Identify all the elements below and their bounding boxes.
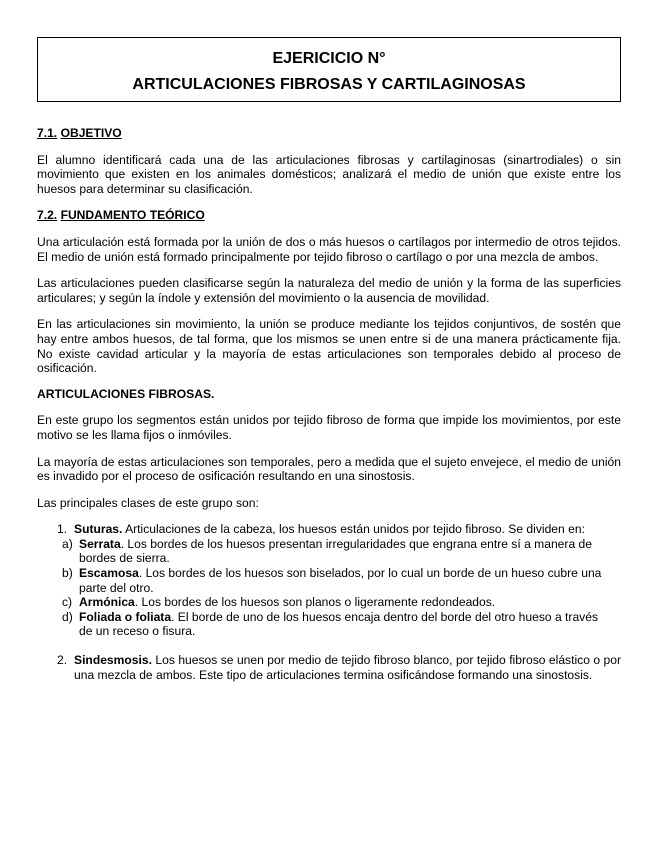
list-item-term: Sindesmosis.: [74, 653, 152, 668]
list-subitem-foliada: [37, 610, 621, 639]
title-box: [37, 37, 621, 102]
list-marker: 2.: [57, 653, 68, 668]
list-marker: b): [62, 566, 73, 581]
fundamento-paragraph: Las articulaciones pueden clasificarse según la naturaleza del medio de unión y la forma de las superficies articulares; y según la índole y extensión del movimiento o la ausencia de movilidad.: [37, 276, 621, 305]
fundamento-paragraph: En las articulaciones sin movimiento, la unión se produce mediante los tejidos conjuntivos, de sostén que hay entre ambos huesos, de tal forma, que los mismos se unen entre si de una manera prácticamente fija. No existe cavidad articular y la mayoría de estas articulaciones son temporales debido al proceso de osificación.: [37, 317, 621, 376]
section-label: FUNDAMENTO TEÓRICO: [60, 208, 205, 223]
section-heading-fundamento: [37, 208, 621, 223]
list-item-term: Serrata: [79, 536, 121, 551]
list-item-term: Suturas.: [74, 522, 123, 537]
list-subitem-armonica: [37, 595, 621, 610]
fibrosas-heading: ARTICULACIONES FIBROSAS.: [37, 386, 215, 401]
list-marker: c): [62, 595, 73, 610]
clases-list: [37, 522, 621, 682]
section-heading-objetivo: [37, 126, 621, 141]
fibrosas-paragraph: Las principales clases de este grupo son:: [37, 495, 259, 510]
list-item-text: . Los bordes de los huesos son biselados, por lo cual un borde de un hueso cubre una parte del otro.: [79, 566, 602, 595]
section-number: 7.2.: [37, 208, 58, 223]
fibrosas-paragraph: En este grupo los segmentos están unidos por tejido fibroso de forma que impide los movimientos, por este motivo se les llama fijos o inmóviles.: [37, 413, 621, 442]
list-subitem-escamosa: [37, 566, 621, 595]
document-page: [37, 37, 621, 682]
list-item-term: Armónica: [79, 595, 135, 610]
list-item-text: . Los bordes de los huesos son planos o ligeramente redondeados.: [134, 595, 496, 610]
exercise-title: EJERICICIO N°: [272, 50, 386, 67]
section-label: OBJETIVO: [60, 126, 122, 140]
list-item-text: . El borde de uno de los huesos encaja dentro del borde del otro hueso a través de un receso o fisura.: [79, 609, 598, 639]
list-marker: a): [62, 536, 73, 551]
list-item-text: Articulaciones de la cabeza, los huesos están unidos por tejido fibroso. Se dividen en:: [122, 522, 585, 537]
list-subitem-serrata: [37, 537, 621, 566]
list-item-term: Escamosa: [79, 566, 139, 581]
exercise-subtitle: ARTICULACIONES FIBROSAS Y CARTILAGINOSAS: [132, 76, 526, 93]
fundamento-paragraph: Una articulación está formada por la unión de dos o más huesos o cartílagos por intermedio de otros tejidos. El medio de unión está formado principalmente por tejido fibroso o cartílago o por una mezcla de ambos.: [37, 234, 621, 264]
fibrosas-paragraph: La mayoría de estas articulaciones son temporales, pero a medida que el sujeto envejece, el medio de unión es invadido por el proceso de osificación resultando en una sinostosis.: [37, 454, 621, 484]
list-item-text: Los huesos se unen por medio de tejido fibroso blanco, por tejido fibroso elástico o por una mezcla de ambos. Este tipo de articulaciones termina osificándose formando una sinostosis.: [74, 653, 621, 682]
list-item-sindesmosis: [37, 653, 621, 682]
list-item-text: . Los bordes de los huesos presentan irregularidades que engrana entre sí a manera de bordes de sierra.: [79, 536, 592, 566]
list-marker: 1.: [57, 522, 68, 537]
list-marker: d): [62, 609, 73, 624]
section-number: 7.1.: [37, 126, 58, 140]
list-item-term: Foliada o foliata: [79, 609, 172, 624]
objetivo-paragraph: El alumno identificará cada una de las articulaciones fibrosas y cartilaginosas (sinartrodiales) o sin movimiento que existen en los animales domésticos; analizará el medio de unión que existe entre los huesos para determinar su clasificación.: [37, 152, 621, 196]
list-item-suturas: [37, 522, 621, 537]
